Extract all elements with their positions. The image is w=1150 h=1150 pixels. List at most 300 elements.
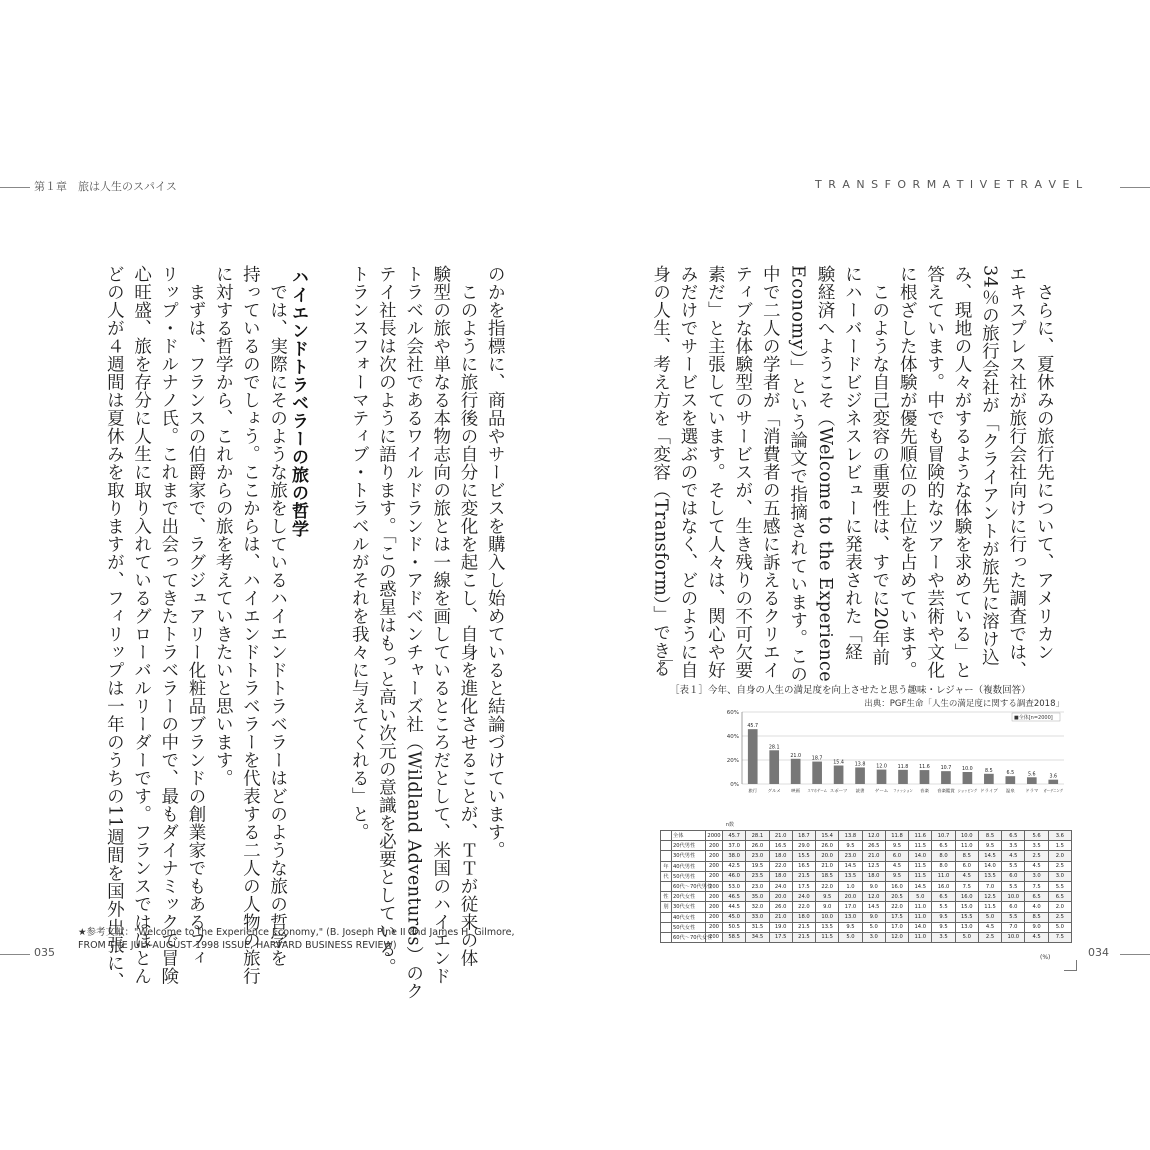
legend-label: ■全体[n=2000] [1014,715,1053,721]
table-cell: 22.0 [792,902,815,912]
right-text-column: ティブな体験型のサービスが、生き残りの不可欠要 [732,265,753,679]
table-cell: 14.5 [839,861,862,871]
table-cell: 17.5 [792,881,815,891]
bar [748,729,758,784]
table-cell: 11.5 [909,871,932,881]
table-cell: 11.6 [909,831,932,841]
y-tick-label: 20% [726,758,739,764]
x-tick-label: スポーツ [829,788,848,793]
table-cell: 22.0 [885,902,908,912]
right-text-column: エキスプレス社が旅行会社向けに行った調査では、 [1006,265,1027,679]
bar-value-label: 3.6 [1049,774,1058,780]
table-cell: 200 [706,851,723,861]
running-head-right: T R A N S F O R M A T I V E T R A V E L [815,178,1084,191]
table-cell: 13.0 [839,912,862,922]
table-cell: 別 [661,902,672,912]
table-cell: 年 [661,861,672,871]
table-cell: 14.0 [909,922,932,932]
left-text-column: リップ・ドルナノ氏。これまで出会ってきたトラベラーの中で、最もダイナミックで冒険 [158,265,179,985]
table-cell: 18.5 [816,871,839,881]
table-cell [661,922,672,932]
table-cell: 18.0 [862,871,885,881]
table-cell: 4.5 [1002,851,1025,861]
left-text-column: このように旅行後の自分に変化を起こし、自身を進化させることが、ＴＴが従来の体 [458,265,478,967]
chart-title: ［表１］今年、自身の人生の満足度を向上させたと思う趣味・レジャー（複数回答） [670,685,1031,696]
bar [855,767,865,784]
right-text-column: にハーバードビジネスレビューに発表された「経 [842,265,863,661]
table-cell: 20代男性 [672,841,706,851]
table-cell: 9.5 [839,841,862,851]
table-cell: 5.5 [1048,881,1071,891]
table-cell: 21.0 [769,912,792,922]
table-cell: 5.5 [1002,881,1025,891]
table-cell: 23.0 [839,851,862,861]
left-text-column: まずは、フランスの伯爵家で、ラグジュアリー化粧品ブランドの創業家でもあるフィ [186,265,206,967]
right-text-column: このような自己変容の重要性は、すでに20年前 [869,265,890,667]
table-cell: 3.0 [862,932,885,942]
table-cell: 5.5 [1002,861,1025,871]
bar [877,770,887,784]
table-cell [661,851,672,861]
bar-chart [660,700,1076,830]
bar-value-label: 45.7 [747,724,759,730]
right-text-column: みだけでサービスを選ぶのではなく、どのように自 [678,265,698,679]
table-cell: 6.5 [932,892,955,902]
table-cell: 10.0 [955,831,978,841]
table-cell: 4.5 [978,922,1001,932]
left-text-column: に対する哲学から、これからの旅を考えていきたいと思います。 [213,265,234,787]
table-cell: 29.0 [792,841,815,851]
x-tick-label: ファッション [893,788,919,793]
chart-bracket-top [660,660,673,675]
table-cell: 2.5 [1048,912,1071,922]
right-text-column: 験経済へようこそ（Welcome to the Experience [815,265,835,683]
table-cell: 9.5 [932,922,955,932]
table-cell: 11.5 [909,861,932,871]
table-cell: 12.5 [978,892,1001,902]
table-cell: 5.0 [1048,922,1071,932]
table-cell: 24.0 [792,892,815,902]
table-cell: 5.0 [839,932,862,942]
bar-value-label: 6.5 [1006,771,1015,777]
table-cell: 8.0 [932,861,955,871]
x-tick-label: ショッピング [957,788,983,793]
bar-value-label: 11.8 [897,764,909,770]
table-cell [661,912,672,922]
table-row [661,922,1072,932]
table-cell [661,932,672,942]
table-cell: 3.6 [1048,831,1071,841]
bar [898,770,908,784]
x-tick-label: ドラマ [1025,788,1038,793]
table-cell: 11.5 [978,902,1001,912]
table-cell: 9.0 [1025,922,1048,932]
table-cell: 200 [706,892,723,902]
right-text-column: に根ざした体験が優先順位の上位を占めています。 [897,265,918,679]
table-cell: 10.0 [816,912,839,922]
table-cell: 16.0 [955,892,978,902]
table-cell: 10.0 [1002,932,1025,942]
table-cell: 58.5 [723,932,746,942]
table-cell: 35.0 [746,892,769,902]
right-page [575,0,1150,1150]
table-row [661,902,1072,912]
chart-source: 出典：PGF生命「人生の満足度に関する調査2018」 [864,699,1064,709]
table-cell: 60代～70代女性 [672,932,706,942]
table-cell: 9.5 [816,892,839,902]
table-cell: 16.5 [792,861,815,871]
table-cell: 17.5 [885,912,908,922]
table-cell: 17.0 [839,902,862,912]
bar-value-label: 5.6 [1027,772,1036,778]
table-cell: 11.5 [816,932,839,942]
table-row [661,861,1072,871]
left-text-column: のかを指標に、商品やサービスを購入し始めていると結論づけています。 [485,265,506,859]
table-cell: 3.5 [1025,841,1048,851]
table-row [661,932,1072,942]
table-cell: 50.5 [723,922,746,932]
table-cell: 2.5 [978,932,1001,942]
table-cell: 6.0 [885,851,908,861]
table-cell [661,881,672,891]
table-cell: 4.5 [1025,932,1048,942]
table-row [661,831,1072,841]
table-cell: 19.5 [746,861,769,871]
bar [941,771,951,784]
table-cell: 22.0 [816,881,839,891]
table-cell: 26.0 [816,841,839,851]
table-cell: 50代男性 [672,871,706,881]
table-cell: 9.5 [885,871,908,881]
table-cell: 9.5 [885,841,908,851]
table-cell: 23.0 [746,881,769,891]
table-cell: 11.0 [909,912,932,922]
bar [769,750,779,784]
table-cell: 26.0 [769,902,792,912]
right-text-column: さらに、夏休みの旅行先について、アメリカン [1034,265,1055,661]
left-text-column: どの人が４週間は夏休みを取りますが、フィリップは一年のうちの11週間を国外出張に、 [104,265,125,991]
table-cell: 24.0 [769,881,792,891]
table-cell: 42.5 [723,861,746,871]
table-cell: 3.5 [1002,841,1025,851]
table-row [661,841,1072,851]
table-cell: 7.5 [1048,932,1071,942]
table-cell: 10.7 [932,831,955,841]
data-table [660,830,1072,943]
table-cell: 7.5 [955,881,978,891]
table-cell: 46.5 [723,892,746,902]
y-tick-label: 60% [726,710,739,716]
running-head: 第１章 旅は人生のスパイス [34,180,177,193]
right-text-column: Economy）」という論文で指摘されています。この [787,265,808,684]
running-head-rule-right [1120,187,1150,188]
table-row [661,892,1072,902]
table-cell: 全体 [672,831,706,841]
table-cell: 200 [706,861,723,871]
table-cell: 18.0 [769,871,792,881]
table-cell: 1.0 [839,881,862,891]
right-text-column: 素だ」と主張しています。そして人々は、関心や好 [705,265,726,679]
table-cell: 20.0 [839,892,862,902]
table-cell: 16.5 [769,841,792,851]
table-cell: 14.0 [909,851,932,861]
bar-value-label: 12.0 [876,764,887,770]
table-cell: 13.5 [816,922,839,932]
bar-value-label: 21.0 [790,753,802,759]
table-cell: 16.0 [885,881,908,891]
table-cell: 13.0 [955,922,978,932]
table-cell: 21.0 [862,851,885,861]
table-cell: 7.5 [1025,881,1048,891]
table-cell: 50代女性 [672,922,706,932]
left-text-column: テイ社長は次のように語ります。「この惑星はもっと高い次元の意識を必要としている。 [376,265,397,977]
table-cell: 30代女性 [672,902,706,912]
table-cell: 5.0 [955,932,978,942]
table-cell: 6.0 [955,861,978,871]
bar [1027,777,1037,784]
bar [1006,776,1016,784]
left-text-column: 持っているのでしょう。ここからは、ハイエンドトラベラーを代表する二人の人物の旅行 [240,265,261,985]
chart-bracket-bottom [1064,960,1077,971]
bar-value-label: 10.7 [940,766,952,772]
table-cell: 7.0 [978,881,1001,891]
right-text-column: み、現地の人々がするような体験を求めている」と [952,265,972,679]
left-text-column: 験型の旅や単なる本物志向の旅とは一線を画しているところだとして、米国のハイエンド [430,265,451,985]
table-cell: 19.0 [769,922,792,932]
table-row [661,851,1072,861]
x-tick-label: ゲーム [874,788,888,793]
table-cell: 13.5 [978,871,1001,881]
table-cell: 6.5 [1002,831,1025,841]
table-cell: 9.5 [932,912,955,922]
table-cell: 8.5 [955,851,978,861]
table-cell: 200 [706,912,723,922]
bar-value-label: 11.6 [919,765,930,771]
table-cell: 200 [706,932,723,942]
table-cell: 20.0 [816,851,839,861]
table-cell: 5.5 [932,902,955,912]
table-cell: 45.7 [723,831,746,841]
table-cell: 15.4 [816,831,839,841]
table-cell: 37.0 [723,841,746,851]
table-cell: 28.1 [746,831,769,841]
bar-value-label: 13.8 [854,762,866,768]
table-cell: 2.0 [1048,851,1071,861]
table-cell: 6.5 [1025,892,1048,902]
y-tick-label: 0% [730,782,739,788]
table-unit: (%) [1040,954,1051,961]
table-cell [661,841,672,851]
x-tick-label: 温泉 [1005,788,1015,793]
table-cell: 16.0 [932,881,955,891]
table-cell: 1.5 [1048,841,1071,851]
x-tick-label: 読書 [855,788,865,793]
table-cell: 34.5 [746,932,769,942]
left-text-column: では、実際にそのような旅をしているハイエンドトラベラーはどのような旅の哲学を [267,265,288,967]
table-cell: 4.5 [1025,861,1048,871]
table-cell: 18.0 [769,851,792,861]
bar-value-label: 8.5 [985,768,993,774]
table-cell: 4.5 [955,871,978,881]
table-cell: 6.0 [1002,871,1025,881]
table-cell: 18.0 [792,912,815,922]
table-cell: 11.0 [932,871,955,881]
left-text-column: トランスフォーマティブ・トラベルがそれを我々に与えてくれる」と。 [349,265,370,841]
table-cell: 45.0 [723,912,746,922]
table-cell: 9.0 [816,902,839,912]
table-cell: 性 [661,892,672,902]
x-tick-label: スマホゲーム [807,788,833,793]
table-cell: 60代～70代男性 [672,881,706,891]
table-cell: 3.0 [1025,871,1048,881]
table-cell: 5.5 [1002,912,1025,922]
table-cell: 21.0 [769,831,792,841]
table-cell: 32.0 [746,902,769,912]
bar [920,770,930,784]
table-cell: 23.5 [746,871,769,881]
table-cell: 44.5 [723,902,746,912]
left-text-column: 心旺盛、旅を存分に人生に取り入れているグローバルリーダーです。フランスではほとん [131,265,152,985]
table-cell: 15.5 [792,851,815,861]
bar-value-label: 10.0 [962,767,973,772]
table-cell: 12.0 [862,831,885,841]
table-cell: 200 [706,922,723,932]
folio-rule [0,954,30,955]
table-cell: 8.0 [932,851,955,861]
table-cell: 33.0 [746,912,769,922]
table-cell: 3.5 [932,932,955,942]
bar [1048,780,1058,784]
table-cell: 31.5 [746,922,769,932]
n-header: n数 [725,822,734,828]
table-cell: 18.7 [792,831,815,841]
x-tick-label: 旅行 [748,788,757,793]
table-cell: 17.5 [769,932,792,942]
table-cell: 15.0 [955,902,978,912]
left-text-column: トラベル会社であるワイルドランド・アドベンチャーズ社（Wildland Adventures）のク [403,265,424,1001]
bar-value-label: 15.4 [833,760,844,766]
bar [812,762,822,784]
table-cell: 9.5 [978,841,1001,851]
running-head-rule [0,187,30,188]
table-cell: 200 [706,841,723,851]
right-text-column: 34％の旅行会社が「クライアントが旅先に溶け込 [979,265,1000,667]
table-cell: 5.6 [1025,831,1048,841]
table-cell: 3.0 [1048,871,1071,881]
x-tick-label: グルメ [767,788,780,793]
table-cell: 2.5 [1025,851,1048,861]
table-cell: 17.0 [885,922,908,932]
footnote: ★参考文献："Welcome to the Experience Economy," (B. Joseph Pine II and James H. Gilmore, FROM THE JULY-AUGUST 1998 ISSUE, HARVARD BUSINESS REVIEW) [78,927,515,951]
folio-rule-right [1120,954,1150,955]
table-cell: 12.5 [862,861,885,871]
table-cell: 11.0 [955,841,978,851]
table-cell: 14.5 [978,851,1001,861]
right-text-column: 答えています。中でも冒険的なツアーや芸術や文化 [924,265,945,679]
table-cell: 2.0 [1048,902,1071,912]
table-cell: 14.5 [862,902,885,912]
table-cell: 21.5 [792,932,815,942]
table-cell: 22.0 [769,861,792,871]
table-cell: 9.0 [862,881,885,891]
x-tick-label: ガーデニング [1043,788,1069,793]
table-cell: 2000 [706,831,723,841]
table-cell: 40代男性 [672,861,706,871]
table-cell: 21.0 [816,861,839,871]
x-tick-label: 音楽鑑賞 [937,788,954,793]
bar [791,759,801,784]
table-cell: 9.5 [839,922,862,932]
table-cell: 200 [706,902,723,912]
table-cell: 23.0 [746,851,769,861]
table-cell: 6.0 [1002,902,1025,912]
table-cell: 12.0 [885,932,908,942]
bar [834,766,844,784]
table-cell: 7.0 [1002,922,1025,932]
table-row [661,912,1072,922]
table-cell: 200 [706,871,723,881]
table-cell: 40代女性 [672,912,706,922]
x-tick-label: 映画 [791,788,800,793]
table-cell: 11.5 [909,841,932,851]
table-cell: 5.0 [909,892,932,902]
table-cell: 9.0 [862,912,885,922]
table-cell: 6.5 [932,841,955,851]
table-cell: 14.0 [978,861,1001,871]
table-cell: 8.5 [1025,912,1048,922]
table-cell: 11.0 [909,902,932,912]
bar-value-label: 18.7 [811,756,823,762]
table-cell: 26.5 [862,841,885,851]
table-cell [661,831,672,841]
page-number-left: 035 [34,946,55,959]
table-cell: 46.0 [723,871,746,881]
table-cell: 38.0 [723,851,746,861]
right-text-column: 身の人生、考え方を「変容（Transform）」できる [650,265,671,678]
table-cell: 5.0 [978,912,1001,922]
page-number-right: 034 [1088,946,1109,959]
table-cell: 20代女性 [672,892,706,902]
table-cell: 11.8 [885,831,908,841]
x-tick-label: ドライブ [980,788,997,793]
table-row [661,871,1072,881]
table-cell: 53.0 [723,881,746,891]
bar-value-label: 28.1 [768,745,780,751]
table-cell: 4.5 [885,861,908,871]
bar [984,774,994,784]
table-cell: 21.5 [792,922,815,932]
table-cell: 30代男性 [672,851,706,861]
y-tick-label: 40% [726,734,739,740]
bar [963,772,973,784]
x-tick-label: 音楽 [920,788,929,793]
table-cell: 11.0 [909,932,932,942]
table-cell: 6.5 [1048,892,1071,902]
table-cell: 4.0 [1025,902,1048,912]
table-cell: 26.0 [746,841,769,851]
table-cell: 13.8 [839,831,862,841]
table-cell: 5.0 [862,922,885,932]
table-cell: 21.5 [792,871,815,881]
table-cell: 14.5 [909,881,932,891]
table-cell: 8.5 [978,831,1001,841]
table-cell: 13.5 [839,871,862,881]
right-text-column: 中で二人の学者が「消費者の五感に訴えるクリエイ [760,265,781,679]
table-cell: 代 [661,871,672,881]
table-cell: 200 [706,881,723,891]
table-cell: 12.0 [862,892,885,902]
table-cell: 10.0 [1002,892,1025,902]
